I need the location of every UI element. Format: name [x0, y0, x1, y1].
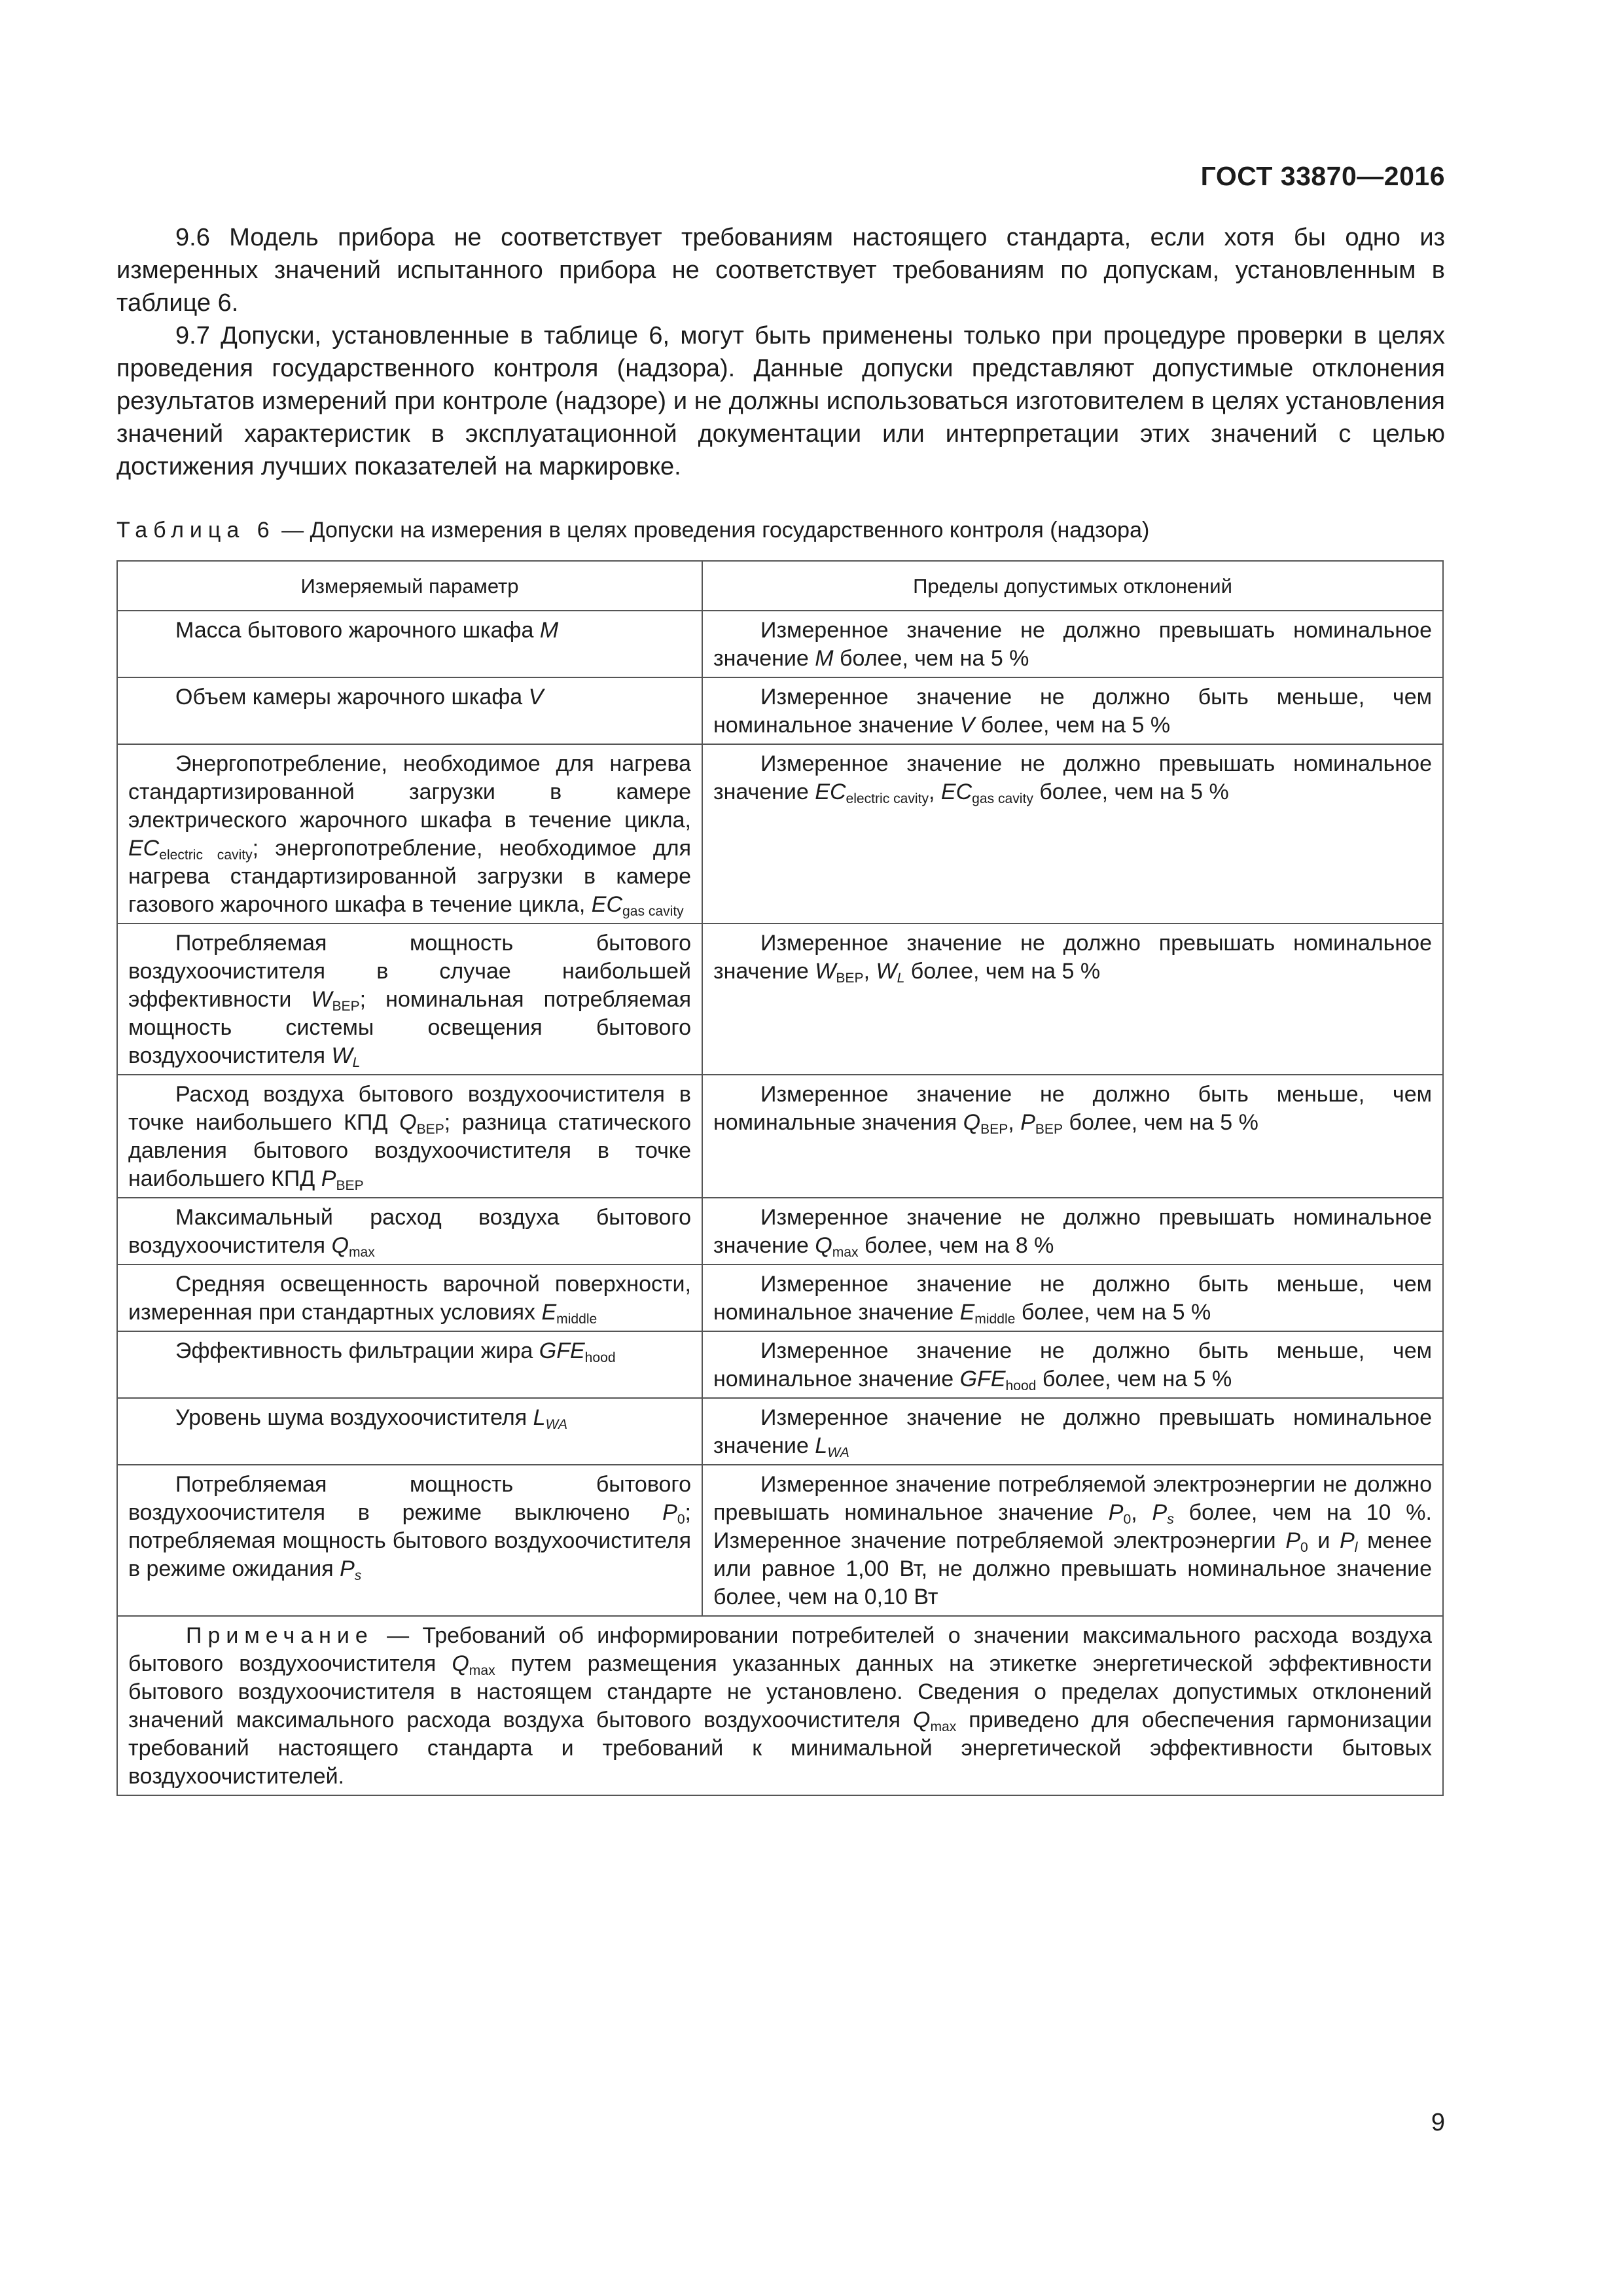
- parameter-cell: Масса бытового жарочного шкафа M: [117, 611, 702, 677]
- table-header-row: [117, 561, 1443, 611]
- page-number: 9: [1431, 2109, 1445, 2136]
- parameter-cell: Объем камеры жарочного шкафа V: [117, 677, 702, 744]
- parameter-cell: Энергопотребление, необходимое для нагрева стандартизированной загрузки в камере электрического жарочного шкафа в течение цикла, $EC_{electric cavity}$; энергопотребление, необходимое для нагрева стандартизированной загрузки в камере газового жарочного шкафа в течение цикла, $EC_{gas cavity}$: [117, 744, 702, 924]
- table-row: [117, 1198, 1443, 1265]
- table-row: [117, 1265, 1443, 1331]
- limit-cell: Измеренное значение не должно быть меньше, чем номинальное значение V более, чем на 5 %: [702, 677, 1443, 744]
- parameter-cell: Эффективность фильтрации жира $GFE_{hood}$: [117, 1331, 702, 1398]
- table-row: [117, 1331, 1443, 1398]
- limit-cell: Измеренное значение не должно быть меньше, чем номинальное значение $E_{middle}$ более, чем на 5 %: [702, 1265, 1443, 1331]
- table-row: [117, 744, 1443, 924]
- table-caption: [116, 516, 1445, 545]
- limit-cell: Измеренное значение не должно превышать номинальное значение $EC_{electric cavity}$, $EC_{gas cavity}$ более, чем на 5 %: [702, 744, 1443, 924]
- column-header-limits: Пределы допустимых отклонений: [702, 561, 1443, 611]
- limit-cell: Измеренное значение не должно превышать номинальное значение $Q_{max}$ более, чем на 8 %: [702, 1198, 1443, 1265]
- parameter-cell: Расход воздуха бытового воздухоочистителя в точке наибольшего КПД $Q_{BEP}$; разница статического давления бытового воздухоочистителя в точке наибольшего КПД $P_{BEP}$: [117, 1075, 702, 1198]
- limit-cell: Измеренное значение не должно быть меньше, чем номинальное значение $GFE_{hood}$ более, чем на 5 %: [702, 1331, 1443, 1398]
- limit-cell: Измеренное значение не должно быть меньше, чем номинальные значения $Q_{BEP}$, $P_{BEP}$ более, чем на 5 %: [702, 1075, 1443, 1198]
- table-caption-label: Таблица 6: [116, 518, 276, 543]
- table-row: [117, 924, 1443, 1075]
- limit-cell: Измеренное значение не должно превышать номинальное значение $L_{WA}$: [702, 1398, 1443, 1465]
- parameter-cell: Потребляемая мощность бытового воздухоочистителя в режиме выключено $P_0$; потребляемая мощность бытового воздухоочистителя в режиме ожидания $P_s$: [117, 1465, 702, 1616]
- parameter-cell: Потребляемая мощность бытового воздухоочистителя в случае наибольшей эффективности $W_{BEP}$; номинальная потребляемая мощность системы освещения бытового воздухоочистителя $W_L$: [117, 924, 702, 1075]
- table-row: [117, 611, 1443, 677]
- table-row: [117, 1398, 1443, 1465]
- tolerance-table: [116, 560, 1444, 1796]
- body-text: [116, 221, 1445, 483]
- paragraph-9-6: 9.6 Модель прибора не соответствует требованиям настоящего стандарта, если хотя бы одно из измеренных значений испытанного прибора не соответствует требованиям по допускам, установленным в таблице 6.: [116, 224, 1445, 317]
- document-header-code: ГОСТ 33870—2016: [1200, 161, 1445, 191]
- table-row: [117, 677, 1443, 744]
- table-note: Примечание — Требований об информировании потребителей о значении максимального расхода воздуха бытового воздухоочистителя $Q_{max}$ путем размещения указанных данных на этикетке энергетической эффективности бытового воздухоочистителя в настоящем стандарте не установлено. Сведения о пределах допустимых отклонений значений максимального расхода воздуха бытового воздухоочистителя $Q_{max}$ приведено для обеспечения гармонизации требований настоящего стандарта и требований к минимальной энергетической эффективности бытовых воздухоочистителей.: [117, 1616, 1443, 1795]
- table-caption-text: — Допуски на измерения в целях проведения государственного контроля (надзора): [275, 518, 1150, 543]
- parameter-cell: Максимальный расход воздуха бытового воздухоочистителя $Q_{max}$: [117, 1198, 702, 1265]
- table-note-row: [117, 1616, 1443, 1795]
- table-row: [117, 1465, 1443, 1616]
- limit-cell: Измеренное значение потребляемой электроэнергии не должно превышать номинальное значение $P_0$, $P_s$ более, чем на 10 %. Измеренное значение потребляемой электроэнергии $P_0$ и $P_l$ менее или равное 1,00 Вт, не должно превышать номинальное значение более, чем на 0,10 Вт: [702, 1465, 1443, 1616]
- limit-cell: Измеренное значение не должно превышать номинальное значение M более, чем на 5 %: [702, 611, 1443, 677]
- paragraph-9-7: 9.7 Допуски, установленные в таблице 6, могут быть применены только при процедуре проверки в целях проведения государственного контроля (надзора). Данные допуски представляют допустимые отклонения результатов измерений при контроле (надзоре) и не должны использоваться изготовителем в целях установления значений характеристик в эксплуатационной документации или интерпретации этих значений с целью достижения лучших показателей на маркировке.: [116, 322, 1445, 480]
- table-row: [117, 1075, 1443, 1198]
- column-header-parameter: Измеряемый параметр: [117, 561, 702, 611]
- limit-cell: Измеренное значение не должно превышать номинальное значение $W_{BEP}$, $W_L$ более, чем на 5 %: [702, 924, 1443, 1075]
- parameter-cell: Уровень шума воздухоочистителя $L_{WA}$: [117, 1398, 702, 1465]
- parameter-cell: Средняя освещенность варочной поверхности, измеренная при стандартных условиях $E_{middle}$: [117, 1265, 702, 1331]
- note-label: Примечание: [186, 1623, 374, 1648]
